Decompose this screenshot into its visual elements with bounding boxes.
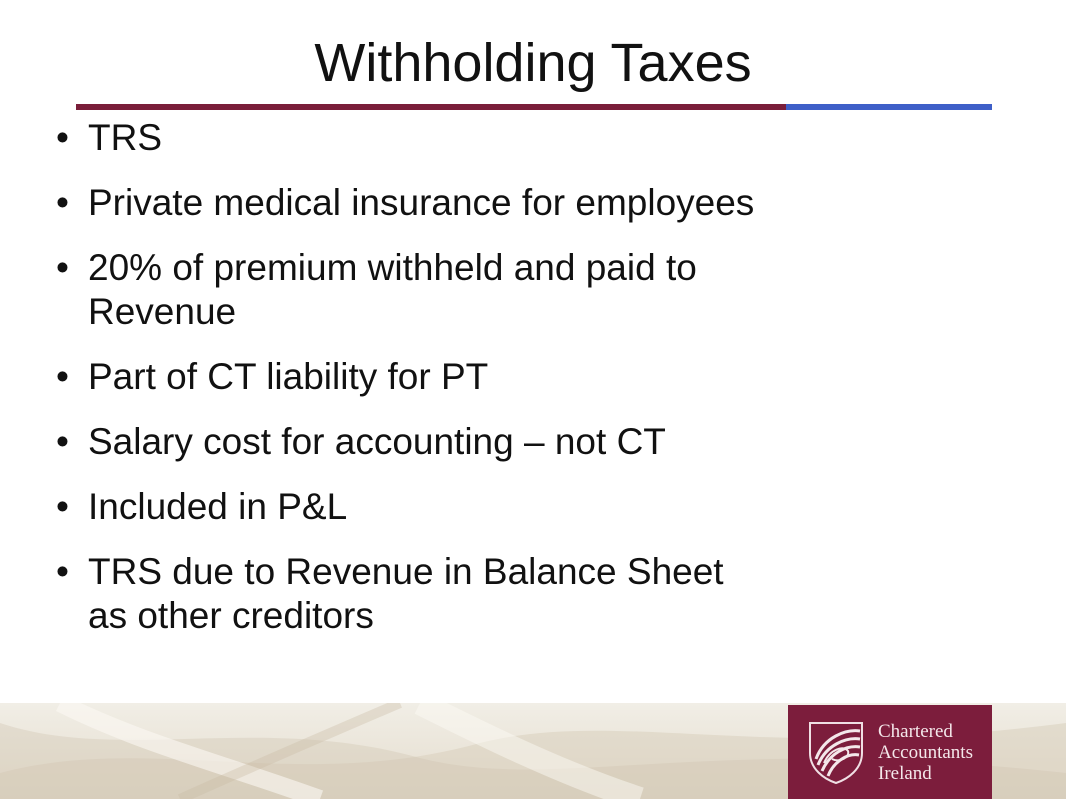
bullet-dot: • [56, 247, 69, 288]
bullet-text: Private medical insurance for employees [88, 182, 755, 223]
bullet-text: Part of CT liability for PT [88, 356, 489, 397]
title-underline [76, 104, 992, 110]
bullet-item [56, 116, 1016, 160]
bullet-text: Included in P&L [88, 486, 348, 527]
bullet-item [56, 550, 1016, 638]
brand-name-line-3: Ireland [878, 763, 932, 784]
bullet-text-line-1: TRS due to Revenue in Balance Sheet [88, 551, 724, 592]
bullet-list [56, 116, 1016, 659]
bullet-dot: • [56, 551, 69, 592]
bullet-text-line-2: as other creditors [88, 595, 374, 636]
bullet-item [56, 246, 1016, 334]
shield-swirl-icon [804, 719, 868, 785]
slide-title: Withholding Taxes [314, 33, 752, 93]
title-underline-right [786, 104, 992, 110]
bullet-dot: • [56, 182, 69, 223]
bullet-dot: • [56, 117, 69, 158]
bullet-text-line-1: 20% of premium withheld and paid to [88, 247, 697, 288]
title-underline-left [76, 104, 786, 110]
bullet-item [56, 181, 1016, 225]
bullet-item [56, 485, 1016, 529]
brand-name-line-1: Chartered [878, 721, 953, 742]
bullet-text: Salary cost for accounting – not CT [88, 421, 666, 462]
bullet-text: TRS [88, 117, 162, 158]
bullet-dot: • [56, 421, 69, 462]
bullet-text-line-2: Revenue [88, 291, 237, 332]
bullet-dot: • [56, 486, 69, 527]
brand-logo [788, 705, 992, 799]
brand-name [878, 721, 973, 784]
bullet-item [56, 420, 1016, 464]
bullet-dot: • [56, 356, 69, 397]
bullet-item [56, 355, 1016, 399]
brand-name-line-2: Accountants [878, 742, 973, 763]
